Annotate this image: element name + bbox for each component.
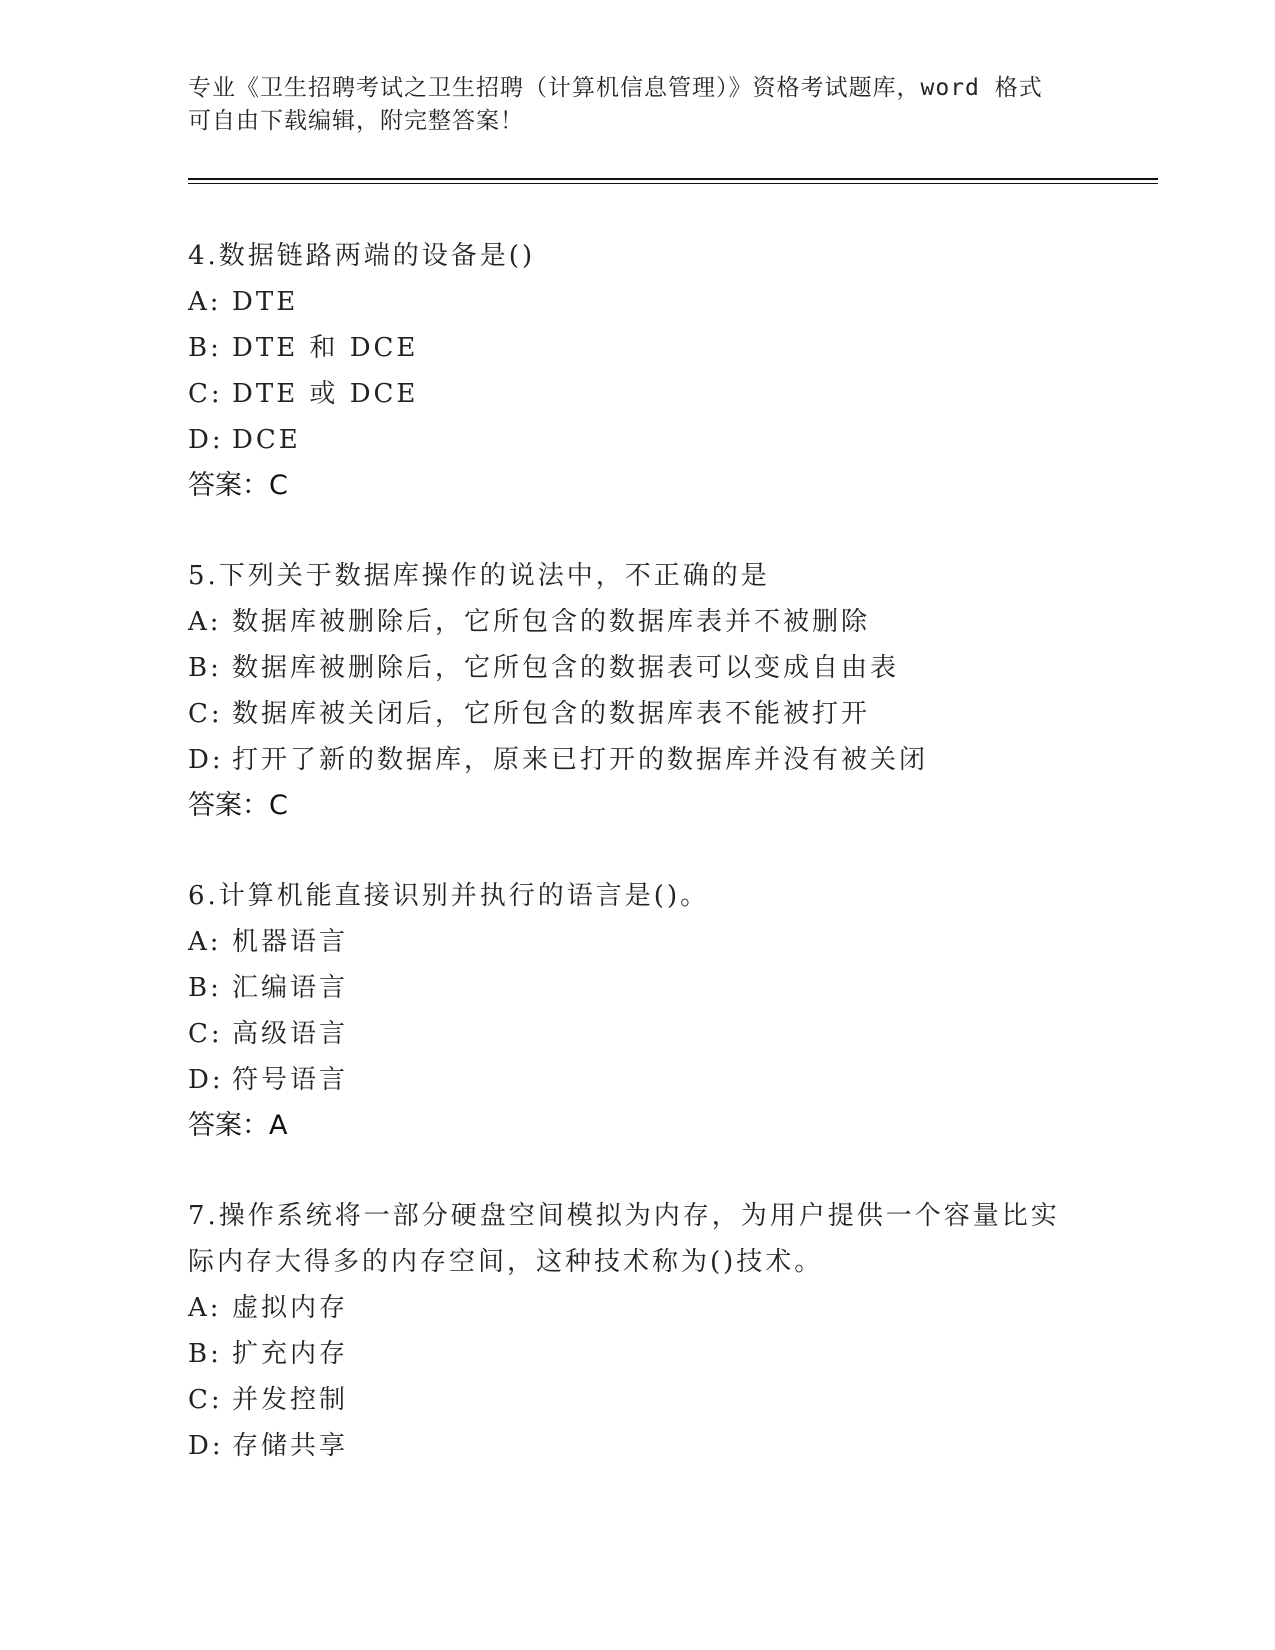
option-a	[188, 279, 1088, 325]
question-list	[188, 233, 1088, 1513]
option-letter: B:	[188, 653, 222, 683]
option-c	[188, 371, 1088, 417]
option-c	[188, 1377, 1088, 1423]
option-letter: A:	[188, 1293, 222, 1323]
option-text: 打开了新的数据库，原来已打开的数据库并没有被关闭	[232, 745, 929, 775]
option-b	[188, 645, 1088, 691]
option-d	[188, 417, 1088, 463]
option-d	[188, 1057, 1088, 1103]
question-stem: 7.操作系统将一部分硬盘空间模拟为内存，为用户提供一个容量比实际内存大得多的内存空间，这种技术称为()技术。	[188, 1201, 1060, 1277]
option-d	[188, 1423, 1088, 1469]
option-text: DCE	[232, 425, 301, 455]
answer-line: 答案：A	[188, 1110, 288, 1141]
question-item	[188, 873, 1088, 1149]
answer-line: 答案：C	[188, 470, 288, 501]
document-header	[188, 72, 1078, 138]
option-a	[188, 599, 1088, 645]
question-item	[188, 1193, 1088, 1469]
option-letter: D:	[188, 1431, 224, 1461]
option-letter: B:	[188, 973, 222, 1003]
option-letter: D:	[188, 1065, 224, 1095]
option-text: 符号语言	[232, 1065, 349, 1095]
header-divider-thin	[188, 183, 1158, 184]
option-letter: B:	[188, 1339, 222, 1369]
option-b	[188, 965, 1088, 1011]
question-stem: 6.计算机能直接识别并执行的语言是()。	[188, 881, 710, 911]
option-text: 扩充内存	[232, 1339, 349, 1369]
option-text: 存储共享	[232, 1431, 349, 1461]
option-b	[188, 1331, 1088, 1377]
header-divider-thick	[188, 178, 1158, 180]
option-text: DTE 和 DCE	[232, 333, 419, 363]
option-text: 数据库被删除后，它所包含的数据表可以变成自由表	[232, 653, 900, 683]
option-text: 汇编语言	[232, 973, 349, 1003]
question-item	[188, 233, 1088, 509]
option-letter: A:	[188, 287, 222, 317]
header-line-1: 专业《卫生招聘考试之卫生招聘（计算机信息管理）》资格考试题库，word 格式	[188, 75, 1043, 101]
option-d	[188, 737, 1088, 783]
option-text: DTE	[232, 287, 299, 317]
option-letter: C:	[188, 699, 223, 729]
option-text: 数据库被删除后，它所包含的数据库表并不被删除	[232, 607, 871, 637]
answer-line: 答案：C	[188, 790, 288, 821]
option-a	[188, 919, 1088, 965]
option-a	[188, 1285, 1088, 1331]
option-letter: B:	[188, 333, 222, 363]
option-text: 高级语言	[232, 1019, 349, 1049]
option-text: DTE 或 DCE	[232, 379, 419, 409]
option-letter: C:	[188, 1385, 223, 1415]
question-stem: 5.下列关于数据库操作的说法中，不正确的是	[188, 561, 770, 591]
option-text: 并发控制	[232, 1385, 349, 1415]
option-text: 虚拟内存	[232, 1293, 349, 1323]
option-letter: D:	[188, 425, 224, 455]
option-letter: D:	[188, 745, 224, 775]
option-c	[188, 1011, 1088, 1057]
option-letter: A:	[188, 927, 222, 957]
option-c	[188, 691, 1088, 737]
option-b	[188, 325, 1088, 371]
option-letter: C:	[188, 379, 223, 409]
option-letter: C:	[188, 1019, 223, 1049]
option-text: 数据库被关闭后，它所包含的数据库表不能被打开	[232, 699, 871, 729]
question-stem: 4.数据链路两端的设备是()	[188, 241, 536, 271]
option-letter: A:	[188, 607, 222, 637]
question-item	[188, 553, 1088, 829]
header-line-2: 可自由下载编辑，附完整答案！	[188, 108, 524, 134]
option-text: 机器语言	[232, 927, 349, 957]
